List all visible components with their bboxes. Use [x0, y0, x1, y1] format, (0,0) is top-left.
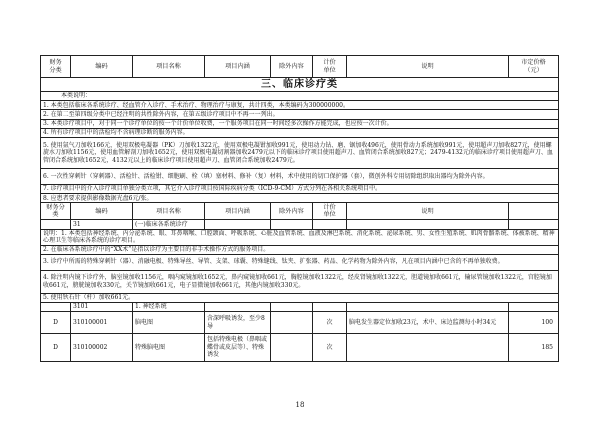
group-code: 3101: [71, 302, 133, 311]
item-name: 脑电图: [133, 312, 205, 334]
item-desc: 脑电发生器定位加收23元，术中、床边监测每小时34元: [347, 312, 509, 334]
notes-title: 本类说明：: [41, 92, 559, 101]
header-cell: 项目内涵: [205, 203, 271, 220]
item-desc: [347, 334, 509, 362]
header-cell: 计价 单位: [313, 56, 347, 78]
note-line: 7. 诊疗项目中的介入诊疗项目单独分类立项，其它介入诊疗项目按国际疾病分类（ICD-9-CM）方式分列在各相关系统项目中。: [41, 184, 559, 193]
header-cell: 编码: [71, 56, 133, 78]
header-cell: 项目名称: [133, 56, 205, 78]
note-line: 1. 本类包括临床各系统诊疗、经血管介入诊疗、手术治疗、物理治疗与康复，共计四类，本类编码为300000000。: [41, 101, 559, 110]
header-cell: 说明: [347, 203, 509, 220]
note-line: 2. 在第二至第四级分类中已经注明的共性除外内容，在第五级诊疗项目中不再一一列出。: [41, 110, 559, 119]
header-cell: 市定价格 （元）: [509, 56, 559, 78]
note-line: 5. 使用氩气刀加收166元，使用双极电凝器（PK）刀加收1322元，使用双极电凝钳加收991元，使用动力钻、磨、锯加收496元，使用骨动力系统加收991元，使用超声刀加收827元，使用螺旋水刀加收1156元，使用血管解剖刀加收1652元，使用双极电凝切割器加收2479元以下的临床诊疗项目使用超声刀、血管闭合系统加收827元；2479-4132元的临床诊疗项目使用超声刀、血管闭合系统加收1652元，4132元以上的临床诊疗项目使用超声刀、血管闭合系统加收2479元。: [41, 137, 559, 168]
group-name: 1. 神经系统: [133, 302, 205, 311]
header-cell: 除外内容: [271, 56, 313, 78]
table-row: [41, 312, 559, 334]
sub-note-line: 4. 除注明内镜下诊疗外，脑室镜加收1156元，咽内窥镜加收1652元，鼻内窥镜加收661元，胸腔镜加收1322元，经皮肾镜加收1322元，胆道镜加收661元，输尿管镜加收1322元，宫腔镜加收661元，膀胱镜加收330元，关节镜加收661元，电子显微镜加收661元，其他内镜加收330元。: [41, 270, 559, 293]
item-price: 100: [509, 312, 559, 334]
subsection-row: [41, 220, 559, 229]
item-content: 含深呼吸诱发，至少8导: [205, 312, 271, 334]
pricing-table: [40, 55, 559, 362]
note-line: 4. 所有诊疗项目中的活检均不含病理诊断的服务内容。: [41, 128, 559, 137]
header-cell: 财务分 类: [41, 203, 71, 220]
section-title: 三、临床诊疗类: [41, 78, 559, 92]
subsection-name: (一)临床各系统诊疗: [133, 220, 205, 229]
subsection-code: 31: [71, 220, 133, 229]
sub-note-line: 3. 诊疗中所需的特殊穿刺针（器）、消融电极、特殊导丝、导管、支架、球囊、特殊缝线、钛夹、扩张器、药品、化学药物为除外内容，凡在项目内涵中已含的不再单独收费。: [41, 254, 559, 270]
item-name: 特殊脑电图: [133, 334, 205, 362]
item-unit: 次: [313, 334, 347, 362]
section-title-row: [41, 78, 559, 92]
sub-note-line: 说明：1. 本类包括神经系统、内分泌系统、眼、耳鼻咽喉、口腔颌面、呼吸系统、心脏及血管系统、血液及淋巴系统、消化系统、泌尿系统、男、女性生殖系统、肌肉骨骼系统、体被系统、精神心理卫生等临床各系统的诊疗项目。: [41, 229, 559, 245]
header-cell: 除外内容: [271, 203, 313, 220]
item-code: 310100002: [71, 334, 133, 362]
note-line: 3. 本类诊疗项目中，对于同一个诊疗单位的按一个计价单位收费，一个服务项目在同一时间经多次操作方能完成，也应按一次计价。: [41, 119, 559, 128]
header-cell: 说明: [347, 56, 509, 78]
item-category: D: [41, 312, 71, 334]
note-line: 8. 应患者要求提供影像数据光盘6元/张。: [41, 194, 559, 203]
item-except: [271, 334, 313, 362]
item-unit: 次: [313, 312, 347, 334]
table-header: [41, 56, 559, 78]
sub-note-line: 2. 在临床各系统诊疗中的“XX术”是指以诊疗为主要目的非手术操作方式的服务项目。: [41, 245, 559, 254]
item-except: [271, 312, 313, 334]
header-cell: 编码: [71, 203, 133, 220]
sub-note-line: 5. 使用钬石针（杆）加收661元。: [41, 293, 559, 302]
document-page: [40, 55, 558, 362]
table-row: [41, 334, 559, 362]
header-cell: 项目内涵: [205, 56, 271, 78]
header-cell: 项目名称: [133, 203, 205, 220]
item-price: 185: [509, 334, 559, 362]
item-content: 包括特殊电极（鼻咽或蝶骨或皮层等）、特殊诱发: [205, 334, 271, 362]
table-header-2: [41, 203, 559, 220]
note-line: 6. 一次性穿刺针（穿刺器）、活检针、活检钳、细胞刷、栓（填）塞材料、修补（复）材料，术中使用的切口保护器（套），微创外科专用切除组织取出器均为除外内容。: [41, 168, 559, 184]
item-code: 310100001: [71, 312, 133, 334]
header-cell: 计价 单位: [313, 203, 347, 220]
page-number: 18: [295, 401, 305, 409]
group-row: [41, 302, 559, 311]
header-cell: 财务 分类: [41, 56, 71, 78]
item-category: D: [41, 334, 71, 362]
